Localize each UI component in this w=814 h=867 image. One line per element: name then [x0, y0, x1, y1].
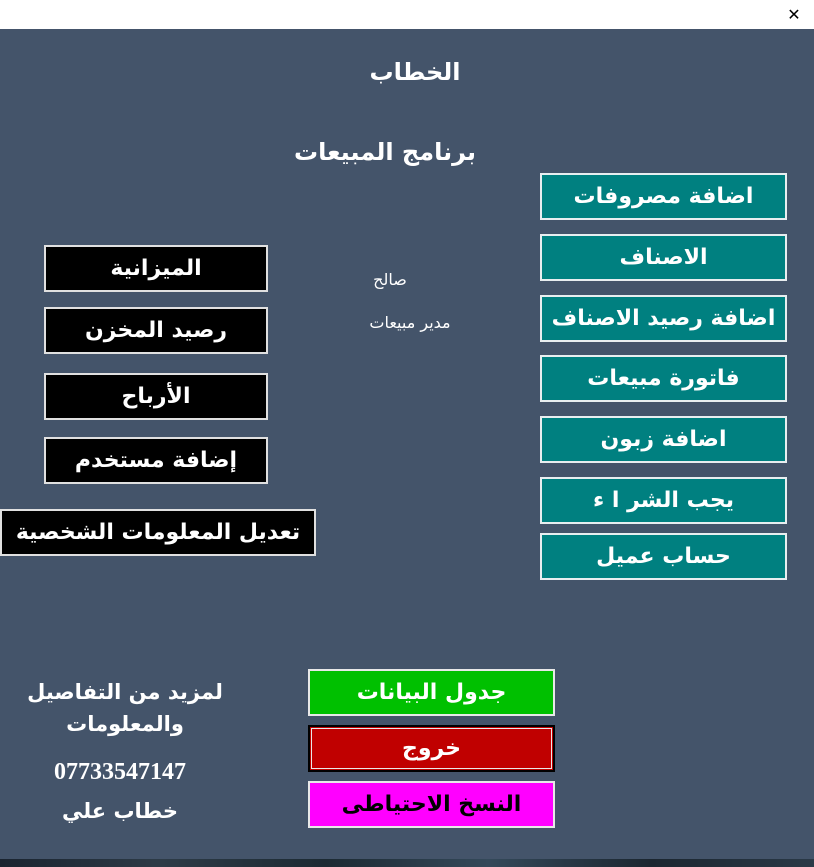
items-button[interactable]: الاصناف	[540, 234, 787, 281]
contact-phone: 07733547147	[54, 759, 186, 785]
close-icon[interactable]: ✕	[787, 5, 801, 24]
contact-line-2: والمعلومات	[66, 712, 184, 736]
user-role: مدير مبيعات	[369, 313, 451, 332]
add-expenses-button[interactable]: اضافة مصروفات	[540, 173, 787, 220]
edit-profile-button[interactable]: تعديل المعلومات الشخصية	[0, 509, 316, 556]
contact-line-1: لمزيد من التفاصيل	[27, 680, 223, 704]
exit-button[interactable]: خروج	[308, 725, 555, 772]
add-item-stock-button[interactable]: اضافة رصيد الاصناف	[540, 295, 787, 342]
app-title: الخطاب	[369, 58, 461, 86]
title-bar	[0, 0, 814, 29]
user-name: صالح	[373, 270, 407, 289]
desktop-strip	[0, 859, 814, 867]
budget-button[interactable]: الميزانية	[44, 245, 268, 292]
add-customer-button[interactable]: اضافة زبون	[540, 416, 787, 463]
backup-button[interactable]: النسخ الاحتياطى	[308, 781, 555, 828]
contact-name: خطاب علي	[61, 799, 179, 823]
data-table-button[interactable]: جدول البيانات	[308, 669, 555, 716]
warehouse-balance-button[interactable]: رصيد المخزن	[44, 307, 268, 354]
add-user-button[interactable]: إضافة مستخدم	[44, 437, 268, 484]
sales-invoice-button[interactable]: فاتورة مبيعات	[540, 355, 787, 402]
customer-account-button[interactable]: حساب عميل	[540, 533, 787, 580]
program-subtitle: برنامج المبيعات	[293, 138, 477, 166]
profits-button[interactable]: الأرباح	[44, 373, 268, 420]
must-purchase-button[interactable]: يجب الشر ا ء	[540, 477, 787, 524]
